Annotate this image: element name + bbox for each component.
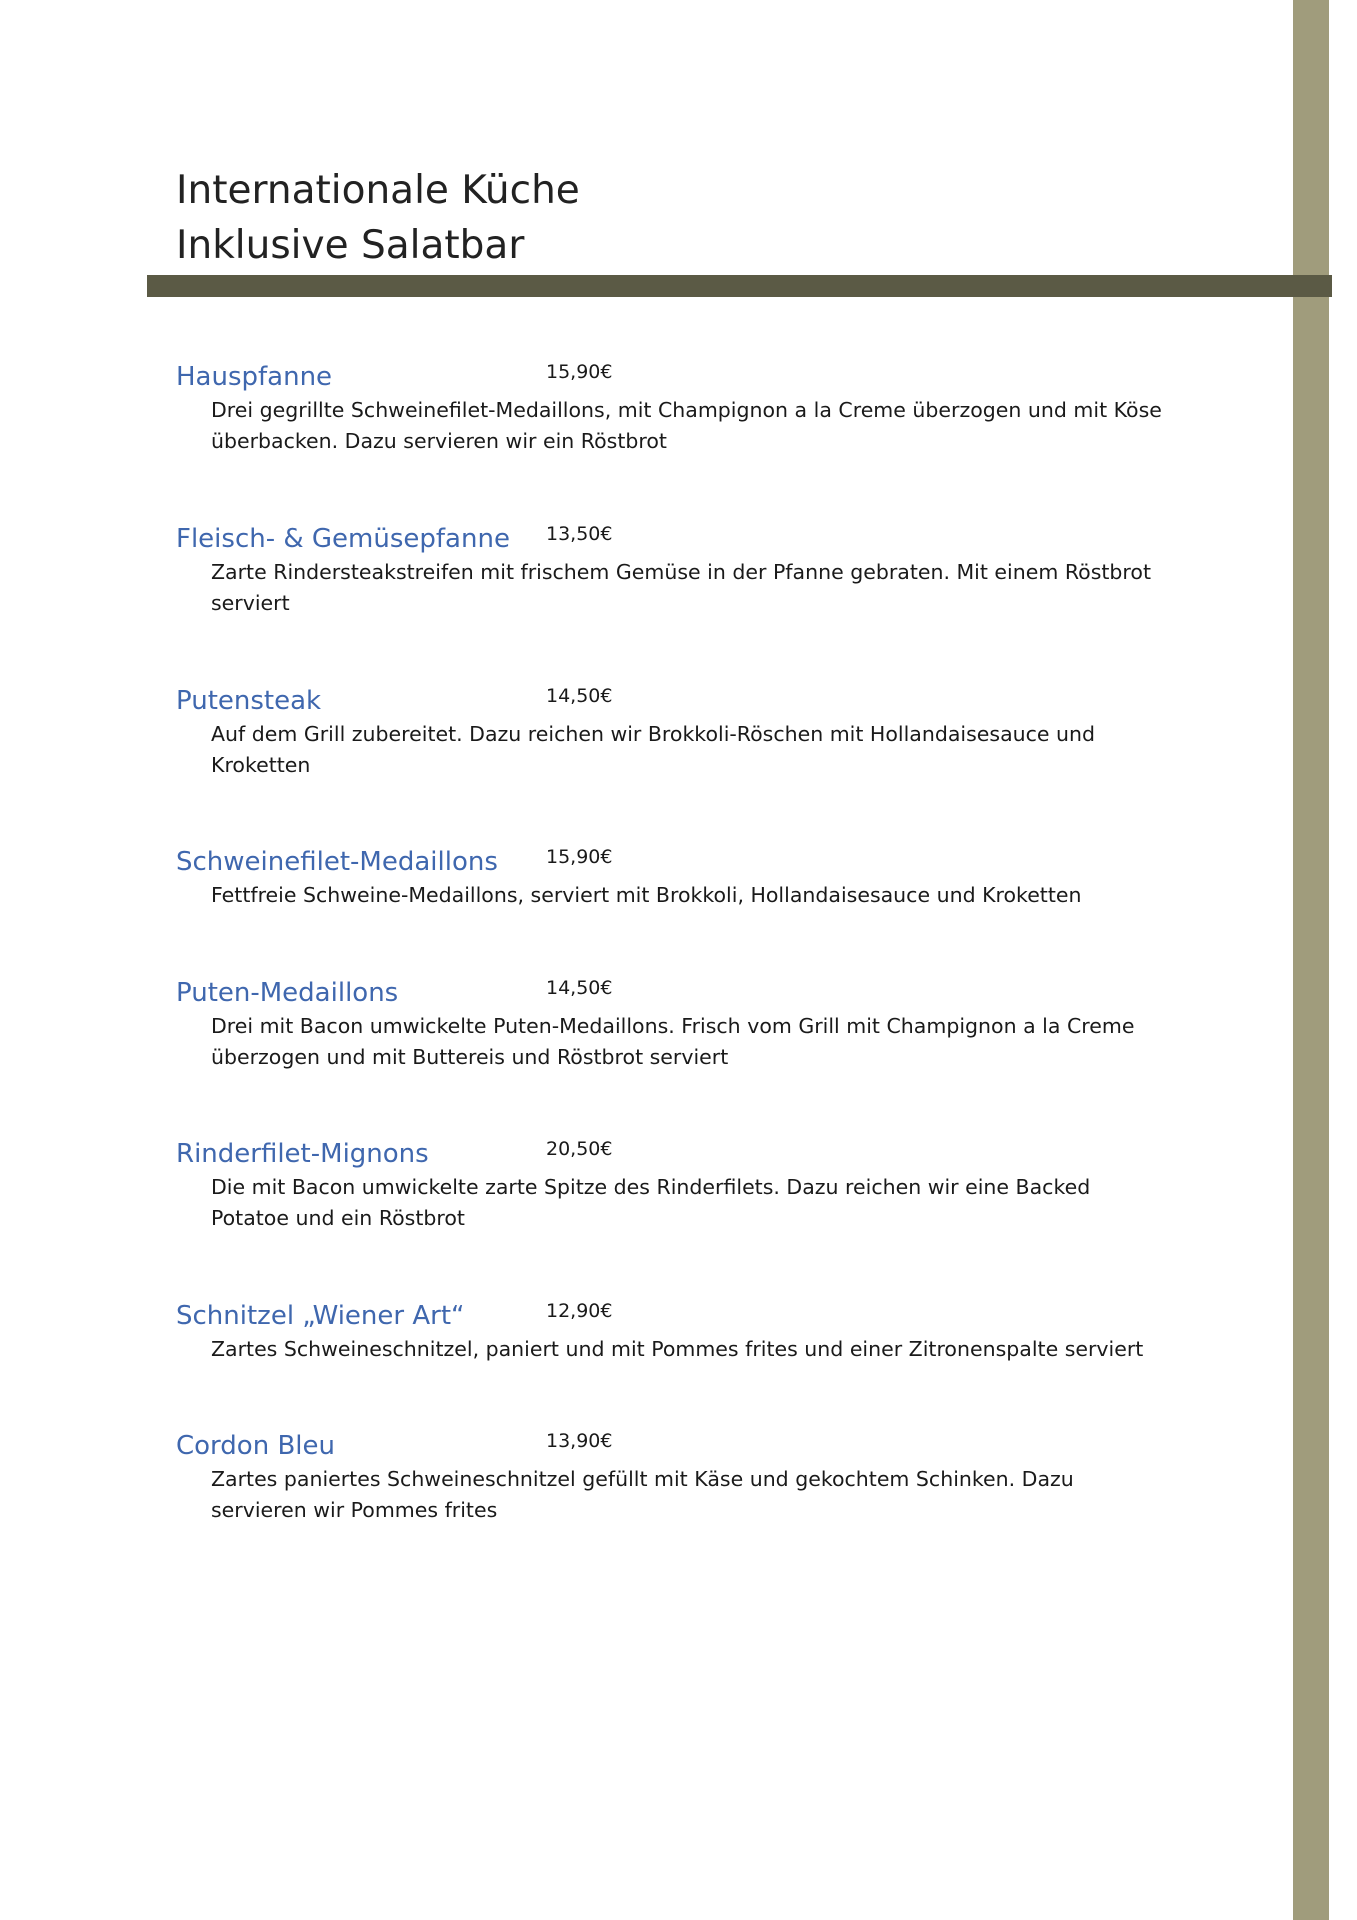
dish-name: Puten-Medaillons xyxy=(176,978,399,1008)
dish-description: Drei gegrillte Schweinefilet-Medaillons, mit Champignon a la Creme überzogen und mit Köse überbacken. Dazu servieren wir ein Röstbrot xyxy=(211,398,1162,453)
dish-description: Zarte Rindersteakstreifen mit frischem Gemüse in der Pfanne gebraten. Mit einem Röstbrot serviert xyxy=(211,560,1151,615)
dish-price: 15,90€ xyxy=(546,846,613,868)
dish-price: 14,50€ xyxy=(546,685,613,707)
dish-name: Putensteak xyxy=(176,686,322,716)
dish-name: Rinderfilet-Mignons xyxy=(176,1139,429,1169)
dish-name: Hauspfanne xyxy=(176,362,333,392)
dish-description: Zartes paniertes Schweineschnitzel gefüllt mit Käse und gekochtem Schinken. Dazu servieren wir Pommes frites xyxy=(211,1467,1074,1522)
dish-name: Cordon Bleu xyxy=(176,1431,335,1461)
dish-price: 14,50€ xyxy=(546,977,613,999)
dish-price: 20,50€ xyxy=(546,1138,613,1160)
dish-price: 13,90€ xyxy=(546,1430,613,1452)
dish-description: Drei mit Bacon umwickelte Puten-Medaillons. Frisch vom Grill mit Champignon a la Creme überzogen und mit Buttereis und Röstbrot serviert xyxy=(211,1014,1135,1069)
dish-name: Schweinefilet-Medaillons xyxy=(176,847,498,877)
title-divider xyxy=(147,275,1332,297)
dish-name: Schnitzel „Wiener Art“ xyxy=(176,1301,465,1331)
page-title-line-1: Internationale Küche xyxy=(176,168,580,213)
page-title-line-2: Inklusive Salatbar xyxy=(176,223,525,268)
dish-price: 15,90€ xyxy=(546,361,613,383)
dish-price: 12,90€ xyxy=(546,1300,613,1322)
dish-description: Die mit Bacon umwickelte zarte Spitze des Rinderfilets. Dazu reichen wir eine Backed Potatoe und ein Röstbrot xyxy=(211,1175,1091,1230)
dish-name: Fleisch- & Gemüsepfanne xyxy=(176,524,510,554)
dish-description: Auf dem Grill zubereitet. Dazu reichen wir Brokkoli-Röschen mit Hollandaisesauce und Kroketten xyxy=(211,722,1096,777)
page-title xyxy=(176,163,580,273)
dish-description: Zartes Schweineschnitzel, paniert und mit Pommes frites und einer Zitronenspalte serviert xyxy=(211,1337,1144,1361)
dish-price: 13,50€ xyxy=(546,523,613,545)
dish-description: Fettfreie Schweine-Medaillons, serviert mit Brokkoli, Hollandaisesauce und Kroketten xyxy=(211,883,1082,907)
